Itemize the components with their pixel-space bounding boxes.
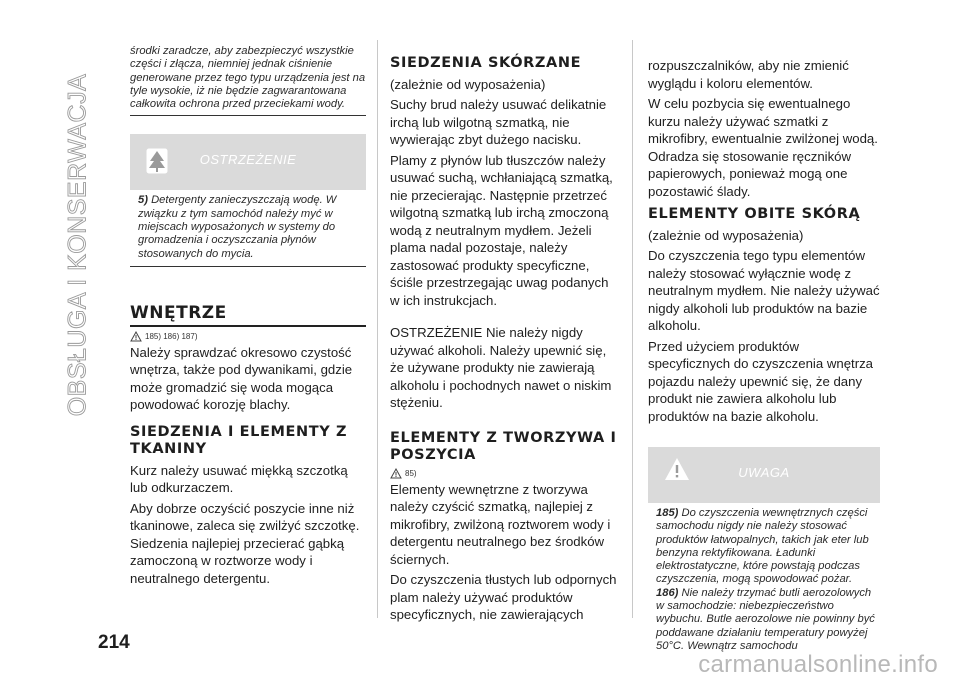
column-3 <box>648 45 880 658</box>
caution-notes <box>648 503 880 658</box>
caution-note <box>656 587 878 653</box>
reference-marks <box>130 331 366 342</box>
paragraph: Kurz należy usuwać miękką szczotką lub odkurzaczem. <box>130 462 348 496</box>
warning-number: 5) <box>138 194 148 207</box>
paragraph: Plamy z płynów lub tłuszczów należy usuwać suchą, wchłaniającą szmatką, nie przecierając. Następnie przetrzeć wilgotną szmatką lub irchą zmoczoną wodą z neutralnym mydłem. Jeżeli plama nadal pozostaje, należy zastosować produkty specyficzne, ściśle przestrzegając uwag podanych w ich instrukcjach. <box>390 152 613 308</box>
intro-note: środki zaradcze, aby zabezpieczyć wszystkie części i złącza, niemniej jednak ciśnienie generowane przez tego typu urządzenia jest na tyle wysokie, iż nie będzie zagwarantowana całkowita ochrona przed przeciekami wody. <box>130 45 366 116</box>
section-side-tab: OBSŁUGA I KONSERWACJA <box>63 73 92 417</box>
reference-list: 85) <box>405 468 417 478</box>
warning-title: OSTRZEŻENIE <box>199 152 297 168</box>
watermark: carmanualsonline.info <box>698 651 938 678</box>
paragraph: Należy sprawdzać okresowo czystość wnętrza, także pod dywanikami, gdzie może gromadzić się woda mogąca powodować korozję blachy. <box>130 344 353 413</box>
column-1 <box>130 45 366 590</box>
caution-title: UWAGA <box>738 465 790 480</box>
note-number: 186) <box>656 586 679 599</box>
subheading-plastic-elements: ELEMENTY Z TWORZYWA I POSZYCIA <box>390 429 617 463</box>
paragraph: Do czyszczenia tego typu elementów należy stosować wyłącznie wodę z neutralnym mydłem. Nie należy używać nigdy alkoholi lub produktów na bazie alkoholu. <box>648 248 880 333</box>
note-number: 185) <box>656 507 679 519</box>
caution-note <box>656 507 878 587</box>
note-text: Do czyszczenia wewnętrznych części samochodu nigdy nie należy stosować produktów łatwopalnych, takich jak eter lub benzyna rektyfikowana. Ładunki elektrostatyczne, które powstają podczas czyszczenia, mogą spowodować pożar. <box>656 507 869 586</box>
note-text: Nie należy trzymać butli aerozolowych w samochodzie: niebezpieczeństwo wybuchu. Butle aerozolowe nie powinny być poddawane działaniu temperatury powyżej 50°C. Wewnątrz samochodu <box>656 586 875 652</box>
reference-marks <box>390 468 618 479</box>
warning-box <box>130 134 366 266</box>
column-divider <box>377 40 378 618</box>
equipment-note: (zależnie od wyposażenia) <box>648 228 804 243</box>
section-heading-interior: WNĘTRZE <box>130 303 366 327</box>
subheading-fabric-seats: SIEDZENIA I ELEMENTY Z TKANINY <box>130 423 348 457</box>
warning-triangle-icon <box>390 468 402 479</box>
equipment-note: (zależnie od wyposażenia) <box>390 77 546 92</box>
paragraph: Przed użyciem produktów specyficznych do czyszczenia wnętrza pojazdu należy upewnić się, że dany produkt nie zawiera alkoholu lub produktów na bazie alkoholu. <box>648 338 874 424</box>
caution-box <box>648 447 880 658</box>
subheading-leather-elements: ELEMENTY OBITE SKÓRĄ <box>648 206 861 222</box>
paragraph: Suchy brud należy usuwać delikatnie irchą lub wilgotną szmatką, nie wywierając zbyt dużego nacisku. <box>390 97 607 147</box>
subheading-leather-seats: SIEDZENIA SKÓRZANE <box>390 55 582 71</box>
paragraph: Aby dobrze oczyścić poszycie inne niż tkaninowe, zaleca się zwilżyć szczotkę. Siedzenia najlepiej przecierać gąbką zamoczoną w roztworze wody i neutralnego detergentu. <box>130 500 360 586</box>
column-2 <box>390 45 618 627</box>
paragraph: W celu pozbycia się ewentualnego kurzu należy używać szmatki z mikrofibry, ewentualnie zwilżonej wodą. Odradza się stosowanie ręczników papierowych, ponieważ mogą one pozostawić ślady. <box>648 96 878 199</box>
reference-list: 185) 186) 187) <box>145 331 198 341</box>
warning-body: Detergenty zanieczyszczają wodę. W związku z tym samochód należy myć w miejscach wyposażonych w systemy do gromadzenia i oczyszczania płynów stosowanych do mycia. <box>138 194 337 260</box>
page-number: 214 <box>98 632 130 653</box>
paragraph: rozpuszczalników, aby nie zmienić wyglądu i koloru elementów. <box>648 58 849 91</box>
warning-triangle-icon <box>130 331 142 342</box>
column-divider <box>632 40 633 618</box>
warning-header <box>130 134 366 190</box>
paragraph-warning: OSTRZEŻENIE Nie należy nigdy używać alkoholi. Należy upewnić się, że używane produkty nie zawierają alkoholu i pochodnych nawet o niskim stężeniu. <box>390 325 612 410</box>
warning-text <box>130 190 366 266</box>
caution-header <box>648 447 880 503</box>
paragraph: Do czyszczenia tłustych lub odpornych plam należy używać produktów specyficznych, nie zawierających <box>390 572 617 622</box>
paragraph: Elementy wewnętrzne z tworzywa należy czyścić szmatką, najlepiej z mikrofibry, zwilżoną roztworem wody i detergentu neutralnego bez środków ściernych. <box>390 481 611 567</box>
